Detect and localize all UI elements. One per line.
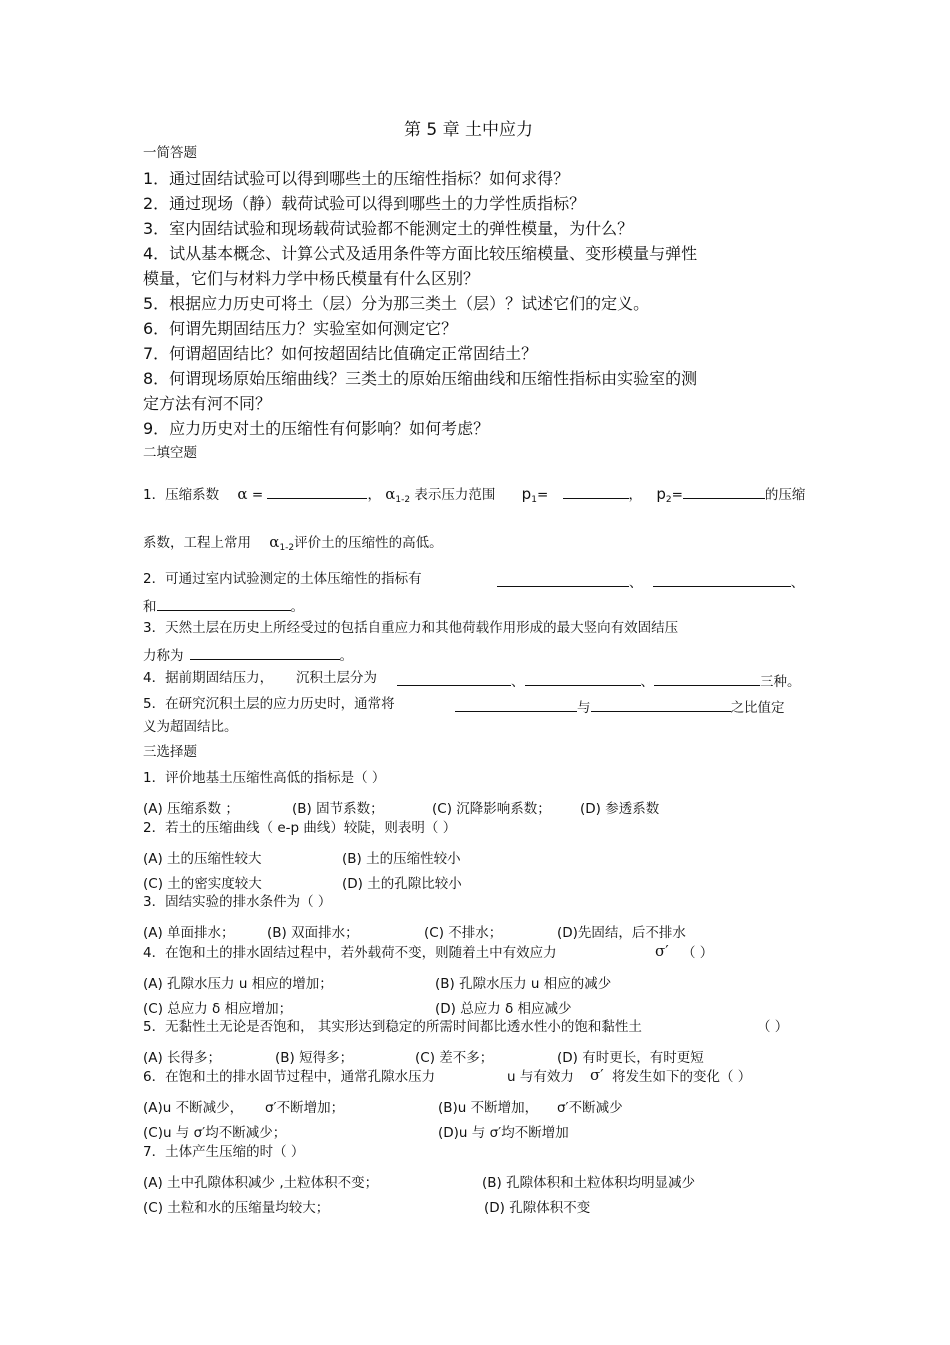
choice-q6-option-b-cont: σ′不断减少 — [557, 1100, 623, 1116]
choice-q5: 5．无黏性土无论是否饱和， 其实形达到稳定的所需时间都比透水性小的饱和黏性土 — [143, 1019, 642, 1035]
choice-q3-option-a[interactable]: (A) 单面排水； — [143, 925, 235, 941]
choice-q2: 2．若土的压缩曲线（ e-p 曲线）较陡，则表明（ ） — [143, 820, 457, 836]
period: 。 — [290, 599, 304, 615]
fill-q3-line2-text: 力称为 — [143, 648, 184, 664]
blank-q4-b[interactable] — [525, 672, 641, 686]
fill-q1-end: 评价土的压缩性的高低。 — [294, 535, 443, 551]
fill-q3-line1: 3．天然土层在历史上所经受过的包括自重应力和其他荷载作用形成的最大竖向有效固结压 — [143, 620, 679, 636]
fill-q1-suffix: 的压缩 — [764, 487, 806, 503]
short-answer-q4-line2: 模量，它们与材料力学中杨氏模量有什么区别？ — [143, 269, 480, 288]
with-text: 与 — [577, 700, 591, 716]
choice-q1-option-b[interactable]: (B) 固节系数； — [292, 801, 384, 817]
short-answer-q9: 9．应力历史对土的压缩性有何影响？如何考虑？ — [143, 419, 490, 438]
short-answer-q8-line1: 8．何谓现场原始压缩曲线？三类土的原始压缩曲线和压缩性指标由实验室的测 — [143, 369, 698, 388]
short-answer-q4-line1: 4．试从基本概念、计算公式及适用条件等方面比较压缩模量、变形模量与弹性 — [143, 244, 698, 263]
choice-q2-option-a[interactable]: (A) 土的压缩性较大 — [143, 851, 262, 867]
choice-q5-bracket: （ ） — [757, 1019, 789, 1035]
separator: 、 — [629, 575, 643, 591]
section-heading-choice: 三选择题 — [143, 744, 197, 760]
choice-q5-option-b[interactable]: (B) 短得多； — [275, 1050, 354, 1066]
comma-2: ， — [628, 487, 643, 503]
p2-symbol: p — [656, 485, 666, 503]
blank-q2-a[interactable] — [497, 573, 629, 587]
choice-q2-option-d[interactable]: (D) 土的孔隙比较小 — [342, 876, 462, 892]
separator: 、 — [640, 674, 654, 690]
blank-q5-b[interactable] — [591, 698, 731, 712]
sigma-prime-symbol: σ′ — [655, 942, 669, 960]
choice-q7-option-b[interactable]: (B) 孔隙体积和土粒体积均明显减少 — [482, 1175, 696, 1191]
choice-q5-option-c[interactable]: (C) 差不多； — [415, 1050, 494, 1066]
p2-subscript: 2 — [665, 495, 672, 505]
fill-q1-line2 — [143, 535, 443, 553]
sigma-prime-symbol: σ′ — [590, 1066, 604, 1084]
choice-q7-option-a[interactable]: (A) 土中孔隙体积减少 ,土粒体积不变； — [143, 1175, 379, 1191]
alpha-symbol: α — [237, 485, 248, 503]
blank-q4-c[interactable] — [654, 672, 760, 686]
fill-q1-line1 — [143, 485, 805, 505]
alpha12-symbol-2: α — [269, 533, 280, 551]
short-answer-q5: 5．根据应力历史可将土（层）分为那三类土（层）？试述它们的定义。 — [143, 294, 650, 313]
fill-q3-line2 — [143, 646, 353, 664]
alpha12-subscript-2: 1-2 — [279, 543, 295, 553]
alpha12-symbol: α — [385, 485, 396, 503]
short-answer-q7: 7．何谓超固结比？如何按超固结比值确定正常固结土？ — [143, 344, 538, 363]
short-answer-q2: 2．通过现场（静）载荷试验可以得到哪些土的力学性质指标？ — [143, 194, 586, 213]
fill-q4-mid: 沉积土层分为 — [296, 670, 377, 686]
choice-q4-option-c[interactable]: (C) 总应力 δ 相应增加； — [143, 1001, 293, 1017]
blank-alpha[interactable] — [267, 485, 367, 499]
choice-q1-option-c[interactable]: (C) 沉降影响系数； — [432, 801, 551, 817]
choice-q7-option-c[interactable]: (C) 土粒和水的压缩量均较大； — [143, 1200, 330, 1216]
choice-q5-option-d[interactable]: (D) 有时更长，有时更短 — [557, 1050, 704, 1066]
choice-q1-option-d[interactable]: (D) 参透系数 — [580, 801, 660, 817]
fill-q2-blanks — [497, 573, 804, 591]
fill-q2-line2 — [143, 597, 304, 615]
fill-q2-text: 2．可通过室内试验测定的土体压缩性的指标有 — [143, 571, 422, 587]
choice-q4-option-a[interactable]: (A) 孔隙水压力 u 相应的增加； — [143, 976, 333, 992]
choice-q1: 1．评价地基土压缩性高低的指标是（ ） — [143, 770, 386, 786]
fill-q1-prefix: 1．压缩系数 — [143, 487, 220, 503]
alpha12-subscript: 1-2 — [395, 495, 411, 505]
choice-q4: 4．在饱和土的排水固结过程中，若外载荷不变，则随着土中有效应力 — [143, 945, 557, 961]
fill-q5-line2: 义为超固结比。 — [143, 719, 238, 735]
equals-sign: = — [247, 487, 264, 503]
and-text: 和 — [143, 599, 157, 615]
choice-q6-option-d[interactable]: (D)u 与 σ′均不断增加 — [438, 1125, 569, 1141]
page-title: 第 5 章 土中应力 — [404, 120, 534, 140]
choice-q2-option-c[interactable]: (C) 土的密实度较大 — [143, 876, 262, 892]
choice-q4-option-d[interactable]: (D) 总应力 δ 相应减少 — [435, 1001, 572, 1017]
blank-p1[interactable] — [563, 485, 629, 499]
blank-q5-a[interactable] — [455, 698, 577, 712]
choice-q7: 7．土体产生压缩的时（ ） — [143, 1144, 305, 1160]
choice-q6-middle: u 与有效力 — [507, 1069, 574, 1085]
blank-q2-c[interactable] — [157, 597, 291, 611]
separator: 、 — [511, 674, 525, 690]
fill-q5-blanks — [455, 698, 785, 716]
fill-q4-end: 三种。 — [760, 674, 801, 690]
blank-q3[interactable] — [190, 646, 340, 660]
blank-q4-a[interactable] — [397, 672, 511, 686]
choice-q6-end: 将发生如下的变化（ ） — [612, 1069, 752, 1085]
short-answer-q6: 6．何谓先期固结压力？实验室如何测定它？ — [143, 319, 458, 338]
fill-q5-end: 之比值定 — [730, 700, 785, 716]
choice-q6: 6．在饱和土的排水固节过程中，通常孔隙水压力 — [143, 1069, 436, 1085]
choice-q6-option-b[interactable]: (B)u 不断增加， — [438, 1100, 539, 1116]
choice-q4-bracket: （ ） — [682, 945, 714, 961]
section-heading-fill-blank: 二填空题 — [143, 445, 197, 461]
choice-q6-option-c[interactable]: (C)u 与 σ′均不断减少； — [143, 1125, 287, 1141]
choice-q2-option-b[interactable]: (B) 土的压缩性较小 — [342, 851, 461, 867]
choice-q3-option-b[interactable]: (B) 双面排水； — [267, 925, 359, 941]
fill-q5-prefix: 5．在研究沉积土层的应力历史时，通常将 — [143, 696, 395, 712]
choice-q3: 3．固结实验的排水条件为（ ） — [143, 894, 332, 910]
short-answer-q1: 1．通过固结试验可以得到哪些土的压缩性指标？如何求得？ — [143, 169, 570, 188]
choice-q6-option-a-cont: σ′不断增加； — [265, 1100, 345, 1116]
choice-q6-option-a[interactable]: (A)u 不断减少， — [143, 1100, 244, 1116]
choice-q7-option-d[interactable]: (D) 孔隙体积不变 — [484, 1200, 591, 1216]
fill-q2-line1 — [143, 573, 422, 587]
choice-q1-option-a[interactable]: (A) 压缩系数 ； — [143, 801, 239, 817]
fill-q4-prefix: 4．据前期固结压力， — [143, 670, 274, 686]
short-answer-q8-line2: 定方法有河不同？ — [143, 394, 272, 413]
pressure-range-text: 表示压力范围 — [414, 487, 496, 503]
choice-q4-option-b[interactable]: (B) 孔隙水压力 u 相应的减少 — [435, 976, 612, 992]
p2-equals: = — [671, 487, 683, 503]
short-answer-q3: 3．室内固结试验和现场载荷试验都不能测定土的弹性模量，为什么？ — [143, 219, 634, 238]
p1-subscript: 1 — [531, 495, 537, 505]
separator: 、 — [790, 575, 805, 591]
fill-q1-line2-text: 系数，工程上常用 — [143, 535, 251, 551]
blank-q2-b[interactable] — [653, 573, 791, 587]
comma: ， — [367, 487, 381, 503]
fill-q4-blanks — [397, 672, 801, 690]
period: 。 — [339, 648, 353, 664]
choice-q3-option-d[interactable]: (D)先固结，后不排水 — [557, 925, 686, 941]
p1-equals: = — [536, 487, 549, 503]
choice-q5-option-a[interactable]: (A) 长得多； — [143, 1050, 222, 1066]
p1-symbol: p — [521, 485, 532, 503]
choice-q3-option-c[interactable]: (C) 不排水； — [424, 925, 503, 941]
section-heading-short-answer: 一简答题 — [143, 145, 197, 161]
blank-p2[interactable] — [683, 485, 765, 499]
